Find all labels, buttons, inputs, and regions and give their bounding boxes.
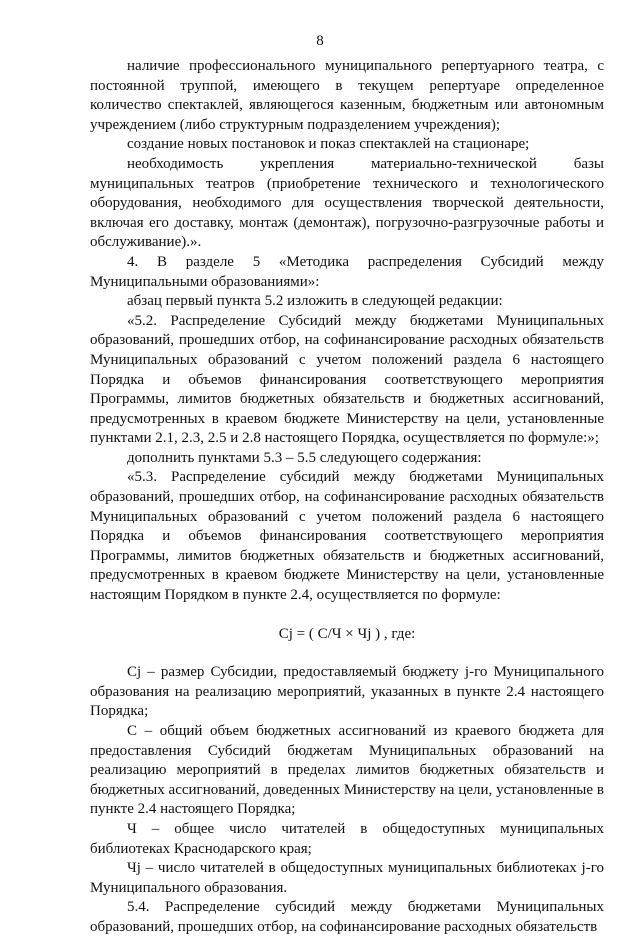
paragraph: 5.4. Распределение субсидий между бюджетами Муниципальных образований, прошедших отбор, на софинансирование расходных обязательств: [90, 899, 604, 935]
paragraph: дополнить пунктами 5.3 – 5.5 следующего содержания:: [127, 449, 482, 466]
definition: C – общий объем бюджетных ассигнований из краевого бюджета для предоставления Субсидий бюджетам Муниципальных образований на реализацию мероприятий в пределах лимитов бюджетных обязательств и бюджетных ассигнований, доведенных Министерству на цели, установленные в пункте 2.4 настоящего Порядка;: [90, 723, 604, 818]
paragraph: «5.3. Распределение субсидий между бюджетами Муниципальных образований, прошедших отбор, на софинансирование расходных обязательств Муниципальных образований с учетом положений раздела 6 настоящего Порядка и объемов финансирования соответствующего мероприятия Программы, лимитов бюджетных обязательств и бюджетных ассигнований, предусмотренных в краевом бюджете Министерству на цели, установленные настоящим Порядком в пункте 2.4, осуществляется по формуле:: [90, 469, 604, 604]
document-body: [90, 57, 604, 938]
paragraph: наличие профессионального муниципального репертуарного театра, с постоянной труппой, имеющего в текущем репертуаре определенное количество спектаклей, являющегося казенным, бюджетным или автономным учреждением (либо структурным подразделением учреждения);: [90, 58, 604, 133]
definition: Чj – число читателей в общедоступных муниципальных библиотеках j-го Муниципального образования.: [90, 860, 604, 896]
page-number: 8: [316, 33, 324, 49]
definition: Ч – общее число читателей в общедоступных муниципальных библиотеках Краснодарского края;: [90, 820, 604, 857]
paragraph: создание новых постановок и показ спектаклей на стационаре;: [127, 136, 530, 153]
formula: Cj = ( C/Ч × Чj ) , где:: [278, 625, 416, 642]
paragraph: необходимость укрепления материально-технической базы муниципальных театров (приобретение технического и технологического оборудования, необходимого для осуществления творческой деятельности, включая его доставку, монтаж (демонтаж), погрузочно-разгрузочные работы и обслуживание).».: [90, 155, 604, 251]
paragraph: «5.2. Распределение Субсидий между бюджетами Муниципальных образований, прошедших отбор, на софинансирование расходных обязательств Муниципальных образований с учетом положений раздела 6 настоящего Порядка и объемов финансирования соответствующего мероприятия Программы, лимитов бюджетных обязательств и бюджетных ассигнований, предусмотренных в краевом бюджете Министерству на цели, установленные пунктами 2.1, 2.3, 2.5 и 2.8 настоящего Порядка, осуществляется по формуле:»;: [90, 312, 604, 447]
definition: Cj – размер Субсидии, предоставляемый бюджету j-го Муниципального образования на реализацию мероприятий, указанных в пункте 2.4 настоящего Порядка;: [90, 664, 604, 720]
paragraph: абзац первый пункта 5.2 изложить в следующей редакции:: [127, 293, 503, 310]
paragraph: 4. В разделе 5 «Методика распределения Субсидий между Муниципальными образованиями»:: [90, 253, 604, 290]
